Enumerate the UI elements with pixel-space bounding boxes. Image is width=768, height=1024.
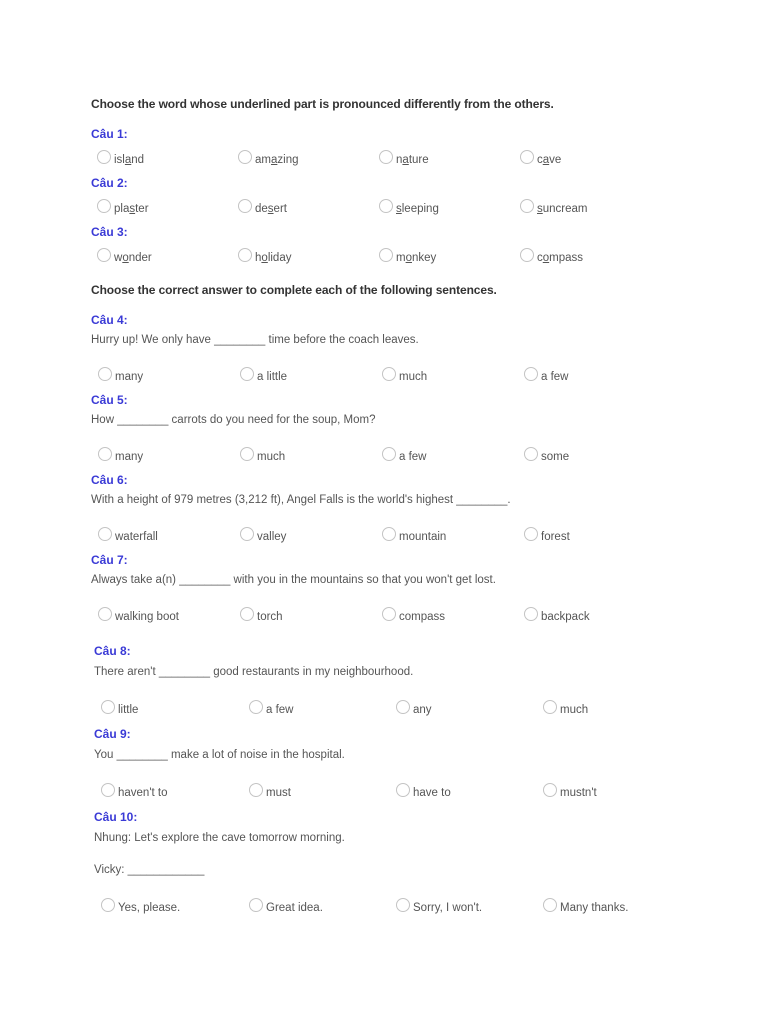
instruction-complete-sentences: Choose the correct answer to complete each of the following sentences. bbox=[91, 283, 497, 297]
question-stem-8: There aren't ________ good restaurants in my neighbourhood. bbox=[94, 666, 414, 678]
question-stem-4: Hurry up! We only have ________ time before the coach leaves. bbox=[91, 334, 419, 346]
question-label-8: Câu 8: bbox=[94, 644, 131, 658]
radio-button[interactable] bbox=[396, 700, 410, 714]
question-stem-9: You ________ make a lot of noise in the hospital. bbox=[94, 749, 345, 761]
radio-button[interactable] bbox=[520, 150, 534, 164]
radio-button[interactable] bbox=[98, 607, 112, 621]
question-label-4: Câu 4: bbox=[91, 313, 128, 327]
radio-button[interactable] bbox=[97, 248, 111, 262]
radio-button[interactable] bbox=[379, 248, 393, 262]
question-label-6: Câu 6: bbox=[91, 473, 128, 487]
radio-button[interactable] bbox=[396, 783, 410, 797]
radio-button[interactable] bbox=[382, 607, 396, 621]
radio-button[interactable] bbox=[240, 527, 254, 541]
question-label-7: Câu 7: bbox=[91, 553, 128, 567]
question-stem-10-reply: Vicky: ____________ bbox=[94, 864, 205, 876]
radio-button[interactable] bbox=[382, 447, 396, 461]
radio-button[interactable] bbox=[524, 367, 538, 381]
radio-button[interactable] bbox=[396, 898, 410, 912]
radio-button[interactable] bbox=[524, 527, 538, 541]
radio-button[interactable] bbox=[238, 248, 252, 262]
radio-button[interactable] bbox=[240, 607, 254, 621]
question-label-3: Câu 3: bbox=[91, 225, 128, 239]
question-label-2: Câu 2: bbox=[91, 176, 128, 190]
question-label-10: Câu 10: bbox=[94, 810, 138, 824]
question-stem-10: Nhung: Let's explore the cave tomorrow morning. bbox=[94, 832, 345, 844]
worksheet-page: Choose the word whose underlined part is pronounced differently from the others. Câu 1: island amazing nature cave Câu 2: plaster desert sleeping suncream Câu 3: wonder holiday monkey compass Choose the correct answer to complete each of the following sentences. Câu 4: Hurry up! We only have ________ time before the coach leaves. many a little much a few Câu 5: How ________ carrots do you need for the soup, Mom? many much a few some Câu 6: With a height of 979 metres (3,212 ft), Angel Falls is the world's highest ________. waterfall valley mountain forest Câu 7: Always take a(n) ________ with you in the mountains so that you won't get lost. walking boot torch compass backpack Câu 8: There aren't ________ good restaurants in my neighbourhood. little a few any much Câu 9: You ________ make a lot of noise in the hospital. haven't to must have to mustn't Câu 10: Nhung: Let's explore the cave tomorrow morning. Vicky: ____________ Yes, please. Great idea. Sorry, I won't. Many thanks. bbox=[91, 97, 629, 914]
radio-button[interactable] bbox=[524, 447, 538, 461]
question-stem-5: How ________ carrots do you need for the soup, Mom? bbox=[91, 414, 376, 426]
radio-button[interactable] bbox=[379, 199, 393, 213]
radio-button[interactable] bbox=[543, 898, 557, 912]
instruction-pronunciation: Choose the word whose underlined part is pronounced differently from the others. bbox=[91, 97, 554, 111]
radio-button[interactable] bbox=[101, 783, 115, 797]
radio-button[interactable] bbox=[249, 783, 263, 797]
radio-button[interactable] bbox=[543, 700, 557, 714]
radio-button[interactable] bbox=[240, 367, 254, 381]
question-label-9: Câu 9: bbox=[94, 727, 131, 741]
radio-button[interactable] bbox=[98, 367, 112, 381]
radio-button[interactable] bbox=[382, 527, 396, 541]
radio-button[interactable] bbox=[524, 607, 538, 621]
radio-button[interactable] bbox=[543, 783, 557, 797]
radio-button[interactable] bbox=[249, 898, 263, 912]
radio-button[interactable] bbox=[238, 150, 252, 164]
radio-button[interactable] bbox=[101, 700, 115, 714]
radio-button[interactable] bbox=[520, 248, 534, 262]
radio-button[interactable] bbox=[379, 150, 393, 164]
question-label-5: Câu 5: bbox=[91, 393, 128, 407]
radio-button[interactable] bbox=[98, 527, 112, 541]
question-stem-7: Always take a(n) ________ with you in the mountains so that you won't get lost. bbox=[91, 574, 496, 586]
radio-button[interactable] bbox=[520, 199, 534, 213]
radio-button[interactable] bbox=[97, 150, 111, 164]
radio-button[interactable] bbox=[240, 447, 254, 461]
radio-button[interactable] bbox=[382, 367, 396, 381]
radio-button[interactable] bbox=[249, 700, 263, 714]
question-stem-6: With a height of 979 metres (3,212 ft), Angel Falls is the world's highest ________. bbox=[91, 494, 511, 506]
radio-button[interactable] bbox=[98, 447, 112, 461]
radio-button[interactable] bbox=[97, 199, 111, 213]
radio-button[interactable] bbox=[238, 199, 252, 213]
radio-button[interactable] bbox=[101, 898, 115, 912]
question-label-1: Câu 1: bbox=[91, 127, 128, 141]
